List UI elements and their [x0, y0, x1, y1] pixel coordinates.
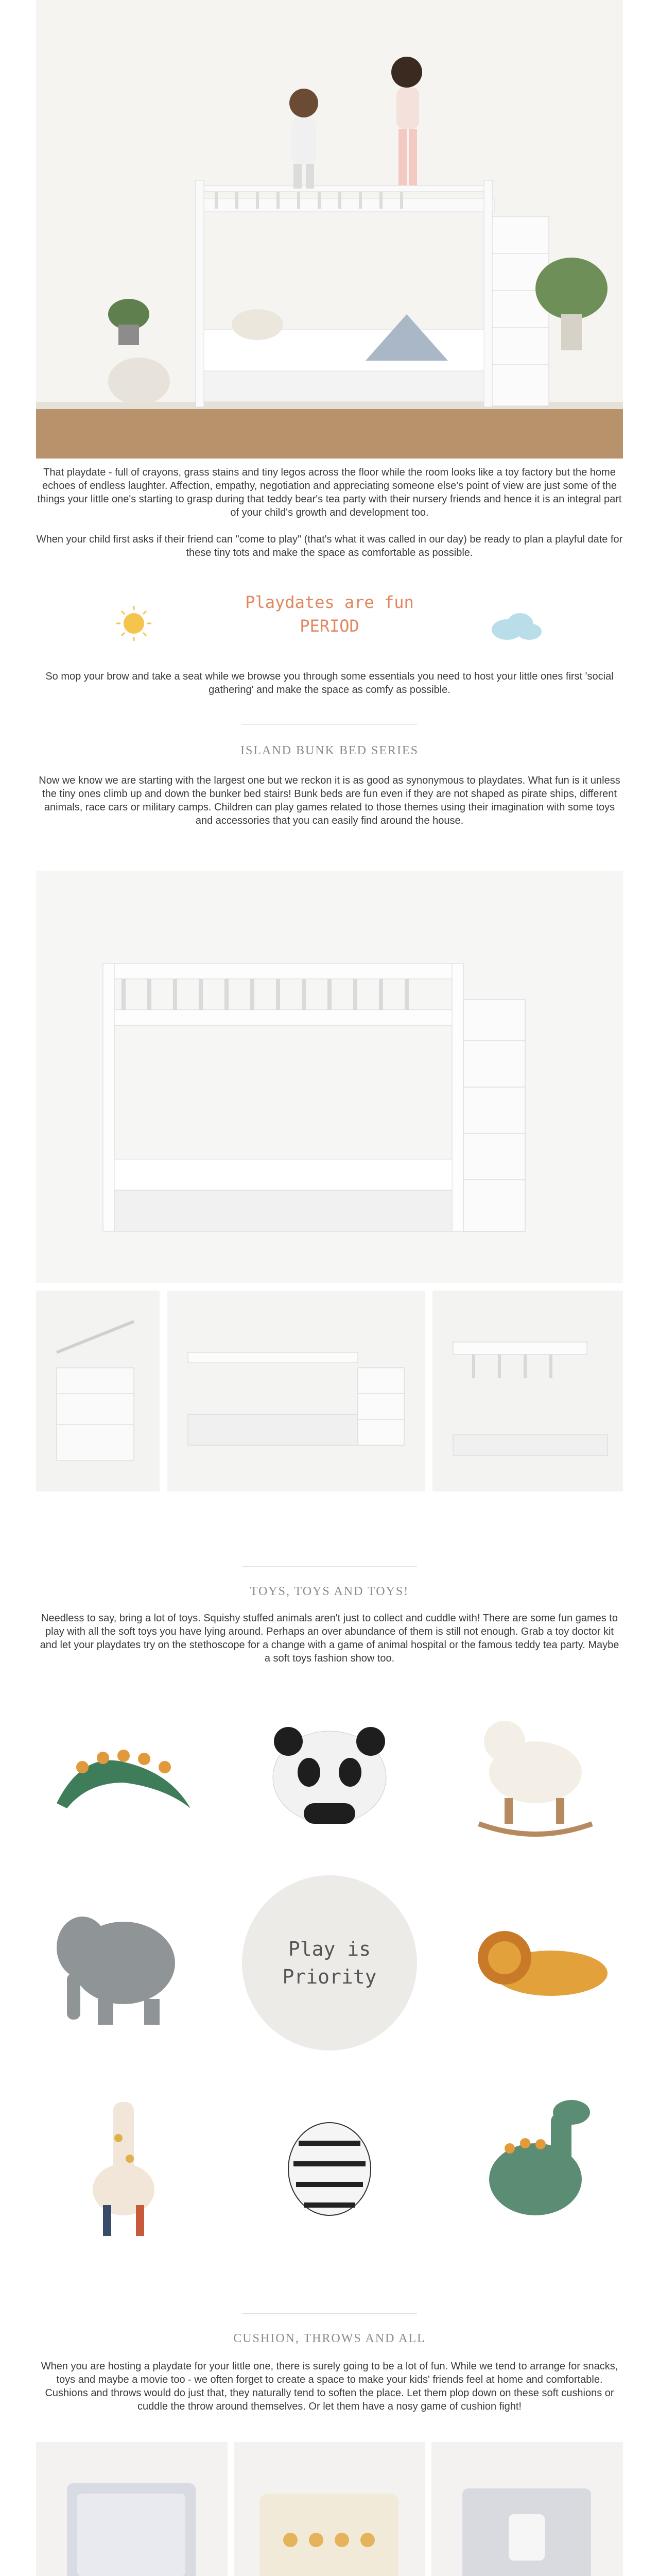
badge-line-1: Play is — [288, 1938, 371, 1960]
bunk-detail-photo-3 — [432, 1291, 623, 1492]
toy-photo-panda — [242, 1695, 417, 1850]
toy-photo-zebra — [242, 2076, 417, 2246]
divider — [242, 724, 417, 725]
playdates-banner — [108, 582, 551, 649]
cushion-paragraph: When you are hosting a playdate for your little one, there is surely going to be a lot of fun. While we tend to arrange for snacks, toys and maybe a movie too - we often forget to create a space to make your kids' friends feel at home and comfortable. Cushions and throws would do just that, they naturally tend to soften the place. Let them plop down on these soft cushions or cuddle the throw around themselves. Or let them have a nosy game of cushion fight! — [41, 2361, 618, 2412]
play-is-priority-badge — [242, 1875, 417, 2050]
cushion-photo-2 — [234, 2442, 425, 2576]
bunk-bed-photo — [36, 871, 623, 1283]
bunk-detail-photo-2 — [167, 1291, 425, 1492]
section-title-bunk: ISLAND BUNK BED SERIES — [240, 744, 419, 757]
cloud-icon — [484, 608, 546, 644]
banner-line-1: Playdates are fun — [245, 592, 414, 612]
section-title-cushion: CUSHION, THROWS AND ALL — [233, 2332, 426, 2345]
bunk-detail-photo-1 — [36, 1291, 160, 1492]
sun-icon — [113, 603, 154, 644]
intro-paragraph-1: That playdate - full of crayons, grass stains and tiny legos across the floor while the room looks like a toy factory but the home echoes of endless laughter. Affection, empathy, negotiation and appreciating someone else's point of view are just some of the things your little one's starting to grasp during that teddy bear's tea party with their nursery friends and hence it is an integral part of your child's growth and development too. — [37, 467, 622, 518]
divider — [242, 1566, 417, 1567]
bunk-paragraph: Now we know we are starting with the largest one but we reckon it is as good as synonymous to playdates. What fun is it unless the tiny ones climb up and down the bunker bed stairs! Bunk beds are fun even if they are not shaped as pirate ships, different animals, race cars or military camps. Children can play games related to those themes using their imagination with some toys and accessories that you can easily find around the house. — [39, 775, 620, 826]
divider — [242, 2313, 417, 2314]
toys-paragraph: Needless to say, bring a lot of toys. Squishy stuffed animals aren't just to collect and cuddle with! There are some fun games to play with all the soft toys you have lying around. Perhaps an over abundance of them is still not enough. Grab a toy doctor kit and let your playdates try on the stethoscope for a change with a game of animal hospital or the famous teddy tea party. Maybe a soft toys fashion show too. — [40, 1613, 619, 1664]
cushion-photo-3 — [431, 2442, 623, 2576]
intro-paragraph-2: When your child first asks if their friend can "come to play" (that's what it was called in our day) be ready to plan a playful date for these tiny tots and make the space as comfortable as possible. — [36, 534, 623, 558]
cushion-photo-1 — [36, 2442, 228, 2576]
toy-photo-giraffe — [36, 2076, 211, 2246]
toy-photo-dinosaur-cushion — [36, 1695, 211, 1850]
intro-paragraph-3: So mop your brow and take a seat while we browse you through some essentials you need to host your little ones first 'social gathering' and make the space as comfy as possible. — [45, 671, 614, 696]
section-title-toys: TOYS, TOYS AND TOYS! — [250, 1585, 409, 1598]
toy-photo-rocking-lamb — [448, 1695, 623, 1850]
badge-line-2: Priority — [282, 1965, 377, 1988]
toy-photo-lion — [448, 1886, 623, 2040]
toy-photo-elephant — [36, 1886, 211, 2040]
banner-line-2: PERIOD — [300, 616, 359, 636]
hero-photo-bunk-bed — [36, 0, 623, 459]
toy-photo-green-dinosaur — [448, 2076, 623, 2246]
